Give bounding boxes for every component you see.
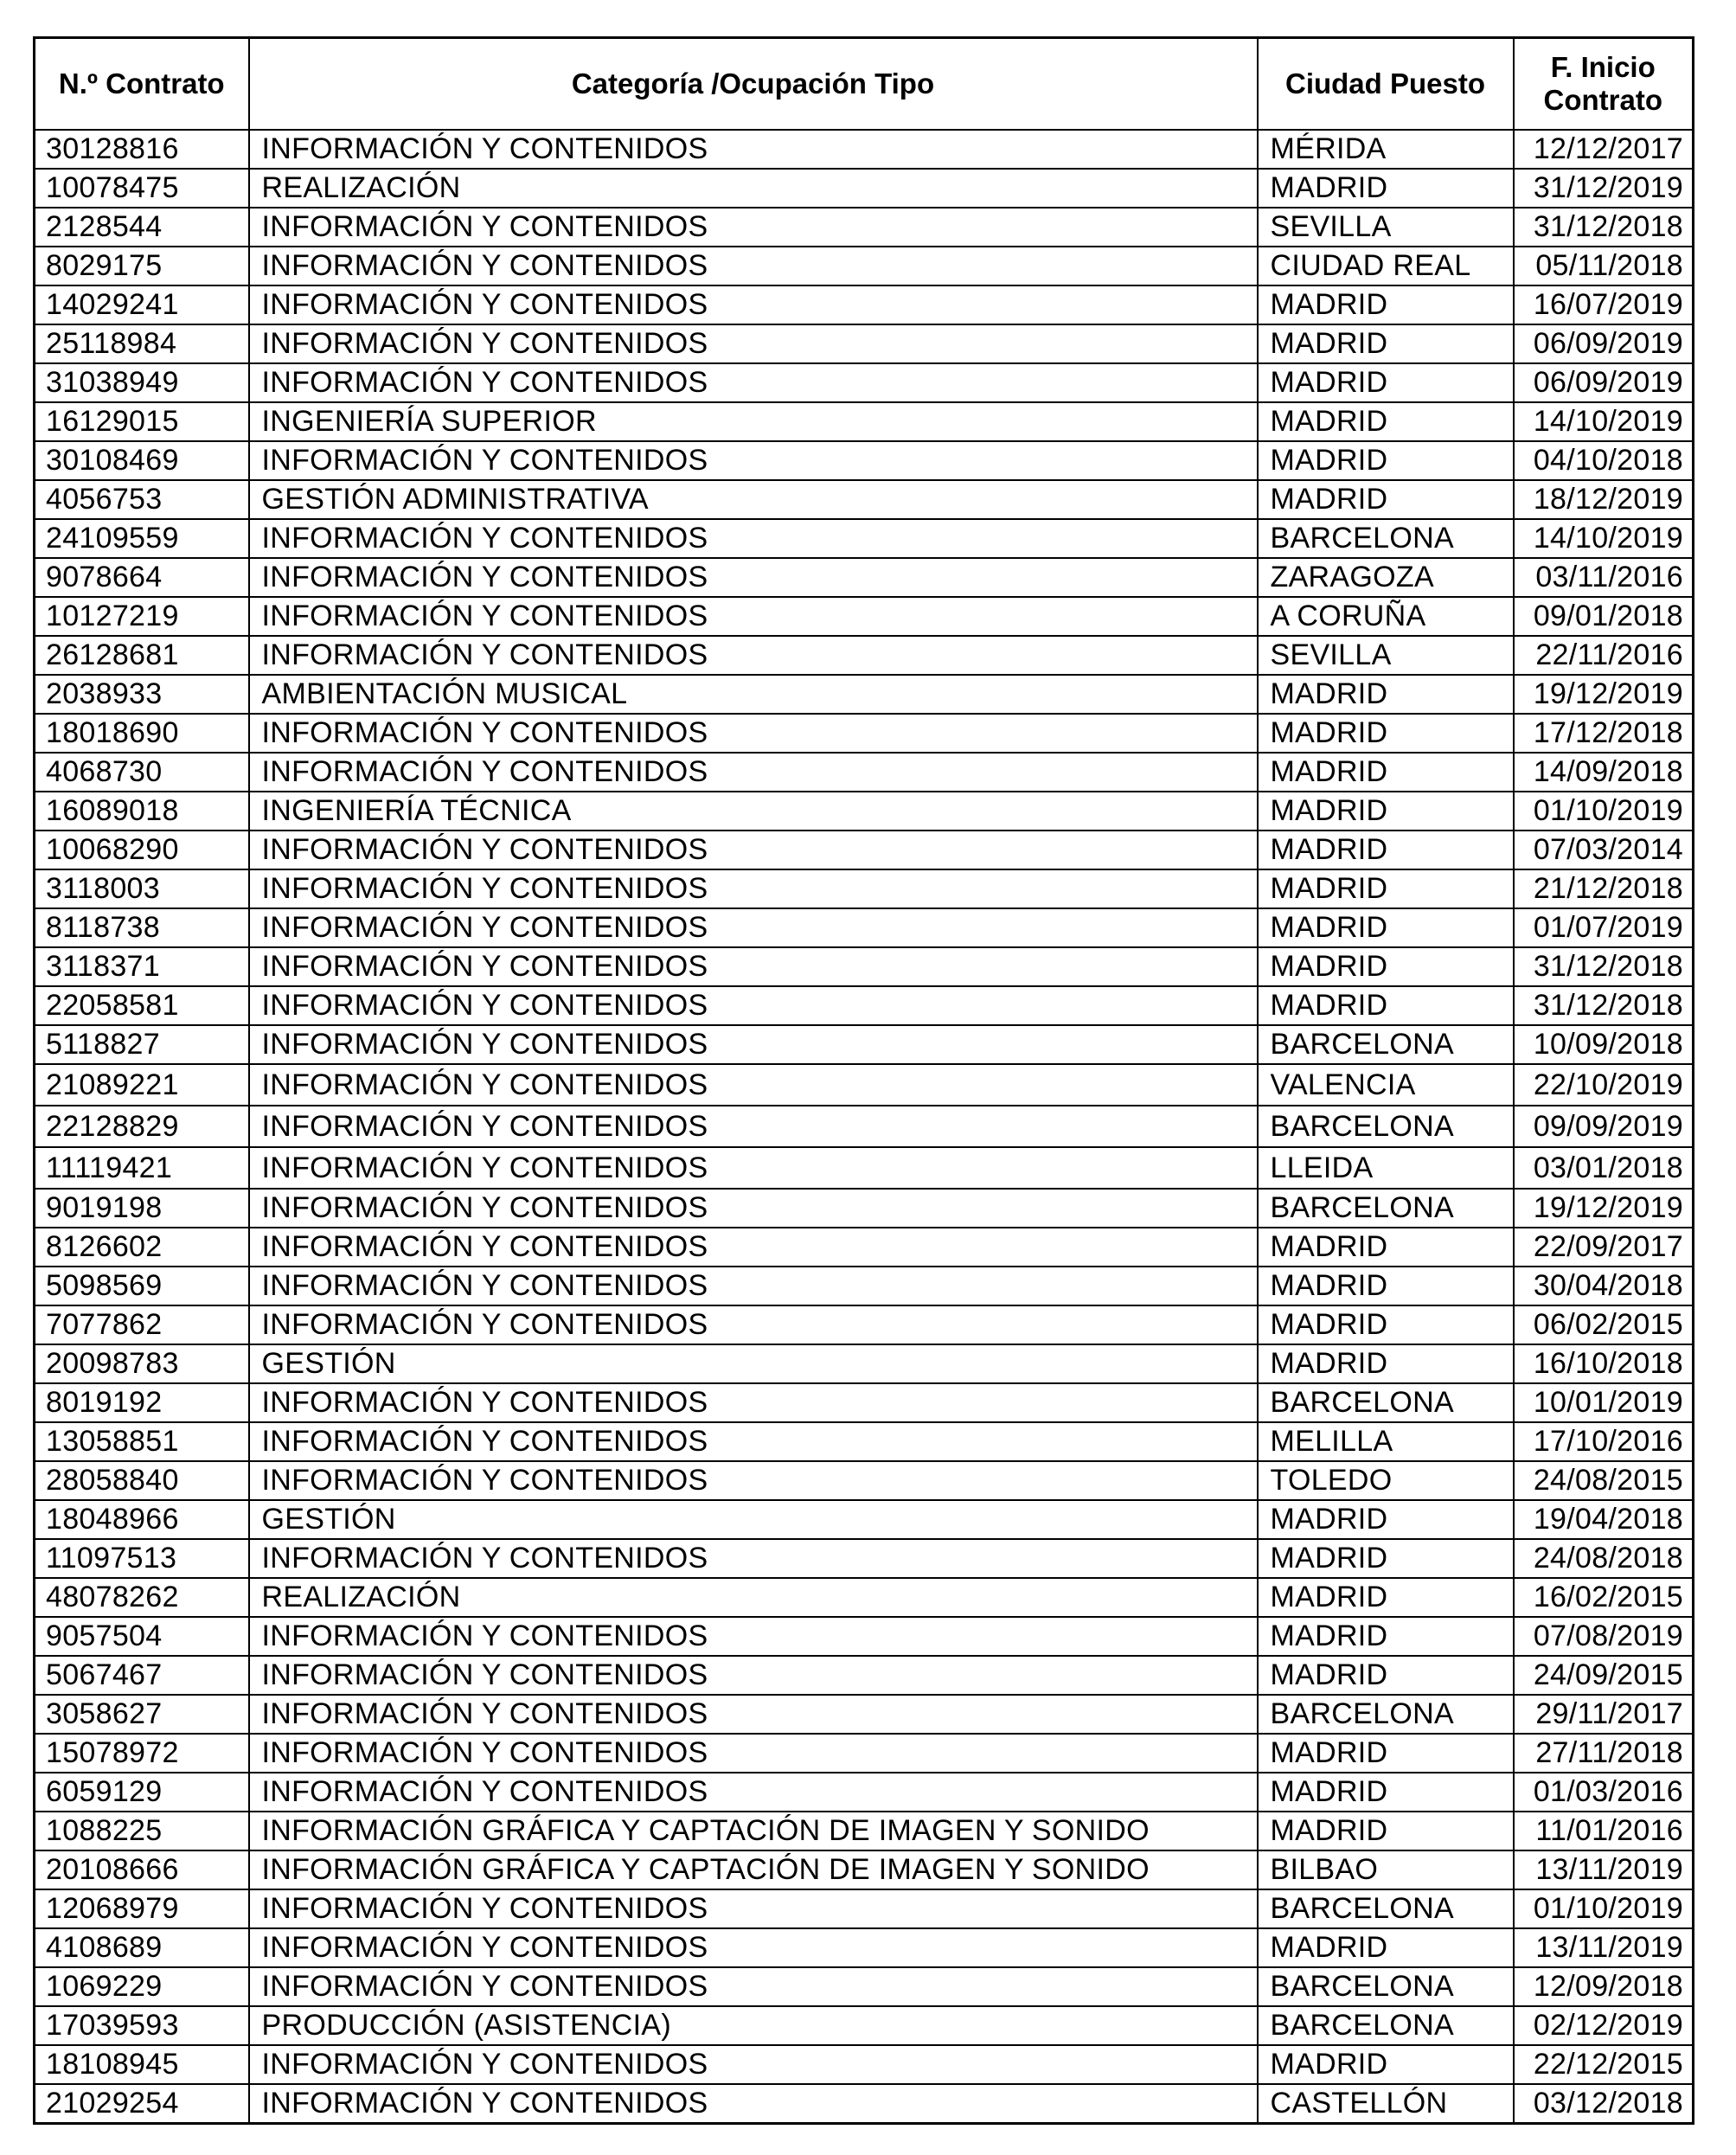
cell-city: MADRID	[1258, 1578, 1514, 1617]
cell-category: INFORMACIÓN Y CONTENIDOS	[249, 1383, 1258, 1422]
cell-start-date: 29/11/2017	[1514, 1695, 1694, 1734]
table-row	[35, 1305, 1694, 1344]
cell-city: MADRID	[1258, 1267, 1514, 1305]
cell-category: INFORMACIÓN Y CONTENIDOS	[249, 285, 1258, 324]
cell-contract-no: 1088225	[35, 1812, 249, 1850]
cell-city: MADRID	[1258, 831, 1514, 869]
cell-contract-no: 5067467	[35, 1656, 249, 1695]
cell-city: MADRID	[1258, 714, 1514, 753]
cell-start-date: 10/09/2018	[1514, 1025, 1694, 1064]
cell-start-date: 12/12/2017	[1514, 130, 1694, 169]
cell-contract-no: 16129015	[35, 402, 249, 441]
cell-category: AMBIENTACIÓN MUSICAL	[249, 675, 1258, 714]
cell-start-date: 27/11/2018	[1514, 1734, 1694, 1773]
cell-category: INFORMACIÓN GRÁFICA Y CAPTACIÓN DE IMAGEN Y SONIDO	[249, 1812, 1258, 1850]
cell-category: INFORMACIÓN Y CONTENIDOS	[249, 1064, 1258, 1106]
cell-city: MADRID	[1258, 1539, 1514, 1578]
table-row	[35, 1344, 1694, 1383]
cell-contract-no: 9078664	[35, 558, 249, 597]
table-row	[35, 2006, 1694, 2045]
table-row	[35, 986, 1694, 1025]
table-row	[35, 2084, 1694, 2124]
cell-city: MADRID	[1258, 1344, 1514, 1383]
cell-start-date: 04/10/2018	[1514, 441, 1694, 480]
cell-start-date: 06/02/2015	[1514, 1305, 1694, 1344]
cell-contract-no: 3058627	[35, 1695, 249, 1734]
cell-start-date: 14/10/2019	[1514, 402, 1694, 441]
header-row	[35, 38, 1694, 131]
cell-start-date: 22/10/2019	[1514, 1064, 1694, 1106]
cell-category: INFORMACIÓN Y CONTENIDOS	[249, 1267, 1258, 1305]
cell-city: A CORUÑA	[1258, 597, 1514, 636]
cell-city: BARCELONA	[1258, 1383, 1514, 1422]
cell-start-date: 02/12/2019	[1514, 2006, 1694, 2045]
cell-city: MADRID	[1258, 480, 1514, 519]
cell-start-date: 19/12/2019	[1514, 675, 1694, 714]
cell-start-date: 13/11/2019	[1514, 1850, 1694, 1889]
cell-category: INFORMACIÓN Y CONTENIDOS	[249, 1147, 1258, 1189]
cell-category: INFORMACIÓN GRÁFICA Y CAPTACIÓN DE IMAGEN Y SONIDO	[249, 1850, 1258, 1889]
table-row	[35, 130, 1694, 169]
header-contract-no: N.º Contrato	[35, 38, 249, 131]
cell-start-date: 24/08/2015	[1514, 1461, 1694, 1500]
cell-contract-no: 10068290	[35, 831, 249, 869]
cell-contract-no: 17039593	[35, 2006, 249, 2045]
cell-contract-no: 2128544	[35, 208, 249, 247]
cell-contract-no: 28058840	[35, 1461, 249, 1500]
cell-city: MADRID	[1258, 169, 1514, 208]
cell-contract-no: 21029254	[35, 2084, 249, 2124]
cell-start-date: 09/01/2018	[1514, 597, 1694, 636]
cell-contract-no: 18108945	[35, 2045, 249, 2084]
cell-start-date: 14/09/2018	[1514, 753, 1694, 792]
cell-contract-no: 31038949	[35, 363, 249, 402]
cell-category: INGENIERÍA TÉCNICA	[249, 792, 1258, 831]
cell-city: TOLEDO	[1258, 1461, 1514, 1500]
table-row	[35, 1025, 1694, 1064]
cell-start-date: 07/08/2019	[1514, 1617, 1694, 1656]
cell-category: REALIZACIÓN	[249, 169, 1258, 208]
cell-start-date: 17/12/2018	[1514, 714, 1694, 753]
cell-category: INFORMACIÓN Y CONTENIDOS	[249, 869, 1258, 908]
table-row	[35, 597, 1694, 636]
table-row	[35, 636, 1694, 675]
cell-contract-no: 14029241	[35, 285, 249, 324]
cell-category: INFORMACIÓN Y CONTENIDOS	[249, 2045, 1258, 2084]
cell-start-date: 06/09/2019	[1514, 363, 1694, 402]
cell-city: MÉRIDA	[1258, 130, 1514, 169]
cell-category: REALIZACIÓN	[249, 1578, 1258, 1617]
cell-city: MADRID	[1258, 1228, 1514, 1267]
cell-contract-no: 48078262	[35, 1578, 249, 1617]
cell-category: INFORMACIÓN Y CONTENIDOS	[249, 1422, 1258, 1461]
table-body	[35, 130, 1694, 2124]
cell-city: MADRID	[1258, 1773, 1514, 1812]
cell-contract-no: 18018690	[35, 714, 249, 753]
cell-city: SEVILLA	[1258, 636, 1514, 675]
cell-category: INFORMACIÓN Y CONTENIDOS	[249, 1228, 1258, 1267]
cell-city: BARCELONA	[1258, 1189, 1514, 1228]
table-row	[35, 285, 1694, 324]
cell-start-date: 16/07/2019	[1514, 285, 1694, 324]
cell-contract-no: 13058851	[35, 1422, 249, 1461]
cell-city: MADRID	[1258, 869, 1514, 908]
cell-contract-no: 1069229	[35, 1967, 249, 2006]
cell-category: INFORMACIÓN Y CONTENIDOS	[249, 1106, 1258, 1147]
cell-city: MADRID	[1258, 1734, 1514, 1773]
cell-city: SEVILLA	[1258, 208, 1514, 247]
cell-contract-no: 8019192	[35, 1383, 249, 1422]
table-row	[35, 247, 1694, 285]
cell-start-date: 19/04/2018	[1514, 1500, 1694, 1539]
cell-city: CASTELLÓN	[1258, 2084, 1514, 2124]
cell-city: MADRID	[1258, 753, 1514, 792]
cell-contract-no: 15078972	[35, 1734, 249, 1773]
cell-contract-no: 9057504	[35, 1617, 249, 1656]
table-row	[35, 1889, 1694, 1928]
cell-category: INFORMACIÓN Y CONTENIDOS	[249, 1734, 1258, 1773]
header-category: Categoría /Ocupación Tipo	[249, 38, 1258, 131]
cell-city: BARCELONA	[1258, 1967, 1514, 2006]
cell-contract-no: 4108689	[35, 1928, 249, 1967]
cell-category: INFORMACIÓN Y CONTENIDOS	[249, 947, 1258, 986]
cell-category: INFORMACIÓN Y CONTENIDOS	[249, 324, 1258, 363]
cell-city: MADRID	[1258, 1928, 1514, 1967]
cell-city: BILBAO	[1258, 1850, 1514, 1889]
cell-start-date: 01/10/2019	[1514, 1889, 1694, 1928]
cell-contract-no: 30108469	[35, 441, 249, 480]
cell-city: MADRID	[1258, 1812, 1514, 1850]
table-row	[35, 480, 1694, 519]
cell-contract-no: 16089018	[35, 792, 249, 831]
cell-city: CIUDAD REAL	[1258, 247, 1514, 285]
table-row	[35, 1773, 1694, 1812]
table-row	[35, 1228, 1694, 1267]
cell-category: INFORMACIÓN Y CONTENIDOS	[249, 636, 1258, 675]
cell-contract-no: 4056753	[35, 480, 249, 519]
cell-start-date: 24/08/2018	[1514, 1539, 1694, 1578]
table-row	[35, 1500, 1694, 1539]
cell-category: INFORMACIÓN Y CONTENIDOS	[249, 908, 1258, 947]
cell-category: INFORMACIÓN Y CONTENIDOS	[249, 1617, 1258, 1656]
table-row	[35, 675, 1694, 714]
cell-category: INFORMACIÓN Y CONTENIDOS	[249, 1928, 1258, 1967]
cell-contract-no: 2038933	[35, 675, 249, 714]
cell-start-date: 03/11/2016	[1514, 558, 1694, 597]
cell-category: INFORMACIÓN Y CONTENIDOS	[249, 2084, 1258, 2124]
cell-category: GESTIÓN ADMINISTRATIVA	[249, 480, 1258, 519]
cell-contract-no: 4068730	[35, 753, 249, 792]
cell-category: INFORMACIÓN Y CONTENIDOS	[249, 208, 1258, 247]
table-row	[35, 1064, 1694, 1106]
cell-city: MADRID	[1258, 675, 1514, 714]
cell-contract-no: 25118984	[35, 324, 249, 363]
cell-category: GESTIÓN	[249, 1344, 1258, 1383]
cell-start-date: 22/12/2015	[1514, 2045, 1694, 2084]
table-row	[35, 169, 1694, 208]
table-row	[35, 831, 1694, 869]
cell-start-date: 19/12/2019	[1514, 1189, 1694, 1228]
table-row	[35, 714, 1694, 753]
cell-start-date: 03/01/2018	[1514, 1147, 1694, 1189]
table-row	[35, 363, 1694, 402]
cell-contract-no: 10078475	[35, 169, 249, 208]
cell-category: INFORMACIÓN Y CONTENIDOS	[249, 1656, 1258, 1695]
table-row	[35, 753, 1694, 792]
cell-contract-no: 20108666	[35, 1850, 249, 1889]
cell-contract-no: 24109559	[35, 519, 249, 558]
table-row	[35, 208, 1694, 247]
cell-contract-no: 8118738	[35, 908, 249, 947]
table-row	[35, 792, 1694, 831]
contracts-table	[33, 36, 1694, 2125]
cell-contract-no: 5118827	[35, 1025, 249, 1064]
cell-category: INFORMACIÓN Y CONTENIDOS	[249, 831, 1258, 869]
cell-start-date: 01/03/2016	[1514, 1773, 1694, 1812]
table-row	[35, 1147, 1694, 1189]
table-row	[35, 1695, 1694, 1734]
cell-start-date: 21/12/2018	[1514, 869, 1694, 908]
cell-contract-no: 22058581	[35, 986, 249, 1025]
cell-start-date: 13/11/2019	[1514, 1928, 1694, 1967]
cell-category: INGENIERÍA SUPERIOR	[249, 402, 1258, 441]
cell-city: VALENCIA	[1258, 1064, 1514, 1106]
cell-contract-no: 3118003	[35, 869, 249, 908]
cell-category: INFORMACIÓN Y CONTENIDOS	[249, 1461, 1258, 1500]
cell-start-date: 07/03/2014	[1514, 831, 1694, 869]
cell-contract-no: 11119421	[35, 1147, 249, 1189]
cell-city: BARCELONA	[1258, 1106, 1514, 1147]
cell-city: MADRID	[1258, 947, 1514, 986]
cell-category: INFORMACIÓN Y CONTENIDOS	[249, 1189, 1258, 1228]
cell-city: MELILLA	[1258, 1422, 1514, 1461]
cell-category: INFORMACIÓN Y CONTENIDOS	[249, 1773, 1258, 1812]
cell-city: BARCELONA	[1258, 1695, 1514, 1734]
cell-start-date: 11/01/2016	[1514, 1812, 1694, 1850]
cell-category: INFORMACIÓN Y CONTENIDOS	[249, 1889, 1258, 1928]
table-row	[35, 324, 1694, 363]
cell-category: INFORMACIÓN Y CONTENIDOS	[249, 1305, 1258, 1344]
cell-start-date: 31/12/2019	[1514, 169, 1694, 208]
cell-start-date: 06/09/2019	[1514, 324, 1694, 363]
cell-start-date: 01/07/2019	[1514, 908, 1694, 947]
table-row	[35, 1656, 1694, 1695]
header-city: Ciudad Puesto	[1258, 38, 1514, 131]
cell-category: INFORMACIÓN Y CONTENIDOS	[249, 753, 1258, 792]
cell-contract-no: 10127219	[35, 597, 249, 636]
cell-contract-no: 22128829	[35, 1106, 249, 1147]
cell-start-date: 31/12/2018	[1514, 986, 1694, 1025]
cell-start-date: 24/09/2015	[1514, 1656, 1694, 1695]
table-row	[35, 1267, 1694, 1305]
table-row	[35, 1734, 1694, 1773]
cell-category: INFORMACIÓN Y CONTENIDOS	[249, 1695, 1258, 1734]
table-row	[35, 1617, 1694, 1656]
header-start-date: F. Inicio Contrato	[1514, 38, 1694, 131]
cell-category: INFORMACIÓN Y CONTENIDOS	[249, 597, 1258, 636]
table-row	[35, 1189, 1694, 1228]
cell-category: INFORMACIÓN Y CONTENIDOS	[249, 1025, 1258, 1064]
cell-city: BARCELONA	[1258, 519, 1514, 558]
cell-contract-no: 26128681	[35, 636, 249, 675]
cell-contract-no: 5098569	[35, 1267, 249, 1305]
table-row	[35, 1461, 1694, 1500]
cell-category: INFORMACIÓN Y CONTENIDOS	[249, 1967, 1258, 2006]
table-row	[35, 1539, 1694, 1578]
table-row	[35, 1383, 1694, 1422]
cell-start-date: 01/10/2019	[1514, 792, 1694, 831]
cell-category: INFORMACIÓN Y CONTENIDOS	[249, 986, 1258, 1025]
cell-start-date: 14/10/2019	[1514, 519, 1694, 558]
cell-category: INFORMACIÓN Y CONTENIDOS	[249, 1539, 1258, 1578]
cell-city: ZARAGOZA	[1258, 558, 1514, 597]
cell-city: MADRID	[1258, 441, 1514, 480]
cell-contract-no: 18048966	[35, 1500, 249, 1539]
table-header	[35, 38, 1694, 131]
table-row	[35, 908, 1694, 947]
cell-city: MADRID	[1258, 1305, 1514, 1344]
cell-city: MADRID	[1258, 1656, 1514, 1695]
cell-category: INFORMACIÓN Y CONTENIDOS	[249, 130, 1258, 169]
cell-start-date: 03/12/2018	[1514, 2084, 1694, 2124]
table-row	[35, 558, 1694, 597]
cell-category: INFORMACIÓN Y CONTENIDOS	[249, 247, 1258, 285]
table-row	[35, 519, 1694, 558]
cell-start-date: 22/09/2017	[1514, 1228, 1694, 1267]
cell-category: PRODUCCIÓN (ASISTENCIA)	[249, 2006, 1258, 2045]
table-row	[35, 1928, 1694, 1967]
cell-category: INFORMACIÓN Y CONTENIDOS	[249, 519, 1258, 558]
cell-city: MADRID	[1258, 285, 1514, 324]
cell-start-date: 09/09/2019	[1514, 1106, 1694, 1147]
cell-contract-no: 9019198	[35, 1189, 249, 1228]
cell-start-date: 22/11/2016	[1514, 636, 1694, 675]
cell-contract-no: 12068979	[35, 1889, 249, 1928]
cell-category: INFORMACIÓN Y CONTENIDOS	[249, 714, 1258, 753]
cell-city: MADRID	[1258, 908, 1514, 947]
table-row	[35, 1106, 1694, 1147]
cell-contract-no: 20098783	[35, 1344, 249, 1383]
cell-contract-no: 11097513	[35, 1539, 249, 1578]
cell-contract-no: 6059129	[35, 1773, 249, 1812]
cell-city: MADRID	[1258, 402, 1514, 441]
cell-contract-no: 7077862	[35, 1305, 249, 1344]
cell-contract-no: 21089221	[35, 1064, 249, 1106]
table-row	[35, 2045, 1694, 2084]
cell-start-date: 16/02/2015	[1514, 1578, 1694, 1617]
table-row	[35, 1422, 1694, 1461]
table-row	[35, 1967, 1694, 2006]
cell-start-date: 30/04/2018	[1514, 1267, 1694, 1305]
cell-category: GESTIÓN	[249, 1500, 1258, 1539]
cell-start-date: 31/12/2018	[1514, 208, 1694, 247]
table-row	[35, 947, 1694, 986]
table-row	[35, 402, 1694, 441]
cell-city: MADRID	[1258, 363, 1514, 402]
cell-start-date: 05/11/2018	[1514, 247, 1694, 285]
table-row	[35, 441, 1694, 480]
cell-start-date: 10/01/2019	[1514, 1383, 1694, 1422]
cell-city: MADRID	[1258, 2045, 1514, 2084]
cell-category: INFORMACIÓN Y CONTENIDOS	[249, 363, 1258, 402]
table-row	[35, 1850, 1694, 1889]
cell-city: LLEIDA	[1258, 1147, 1514, 1189]
cell-city: MADRID	[1258, 1617, 1514, 1656]
cell-contract-no: 8126602	[35, 1228, 249, 1267]
cell-city: BARCELONA	[1258, 2006, 1514, 2045]
cell-start-date: 17/10/2016	[1514, 1422, 1694, 1461]
cell-city: MADRID	[1258, 324, 1514, 363]
cell-start-date: 16/10/2018	[1514, 1344, 1694, 1383]
table-row	[35, 1812, 1694, 1850]
cell-city: BARCELONA	[1258, 1889, 1514, 1928]
table-row	[35, 1578, 1694, 1617]
cell-contract-no: 3118371	[35, 947, 249, 986]
cell-contract-no: 8029175	[35, 247, 249, 285]
cell-contract-no: 30128816	[35, 130, 249, 169]
cell-category: INFORMACIÓN Y CONTENIDOS	[249, 558, 1258, 597]
cell-start-date: 31/12/2018	[1514, 947, 1694, 986]
cell-start-date: 12/09/2018	[1514, 1967, 1694, 2006]
cell-category: INFORMACIÓN Y CONTENIDOS	[249, 441, 1258, 480]
cell-city: MADRID	[1258, 792, 1514, 831]
cell-city: MADRID	[1258, 986, 1514, 1025]
cell-city: MADRID	[1258, 1500, 1514, 1539]
table-row	[35, 869, 1694, 908]
cell-city: BARCELONA	[1258, 1025, 1514, 1064]
cell-start-date: 18/12/2019	[1514, 480, 1694, 519]
